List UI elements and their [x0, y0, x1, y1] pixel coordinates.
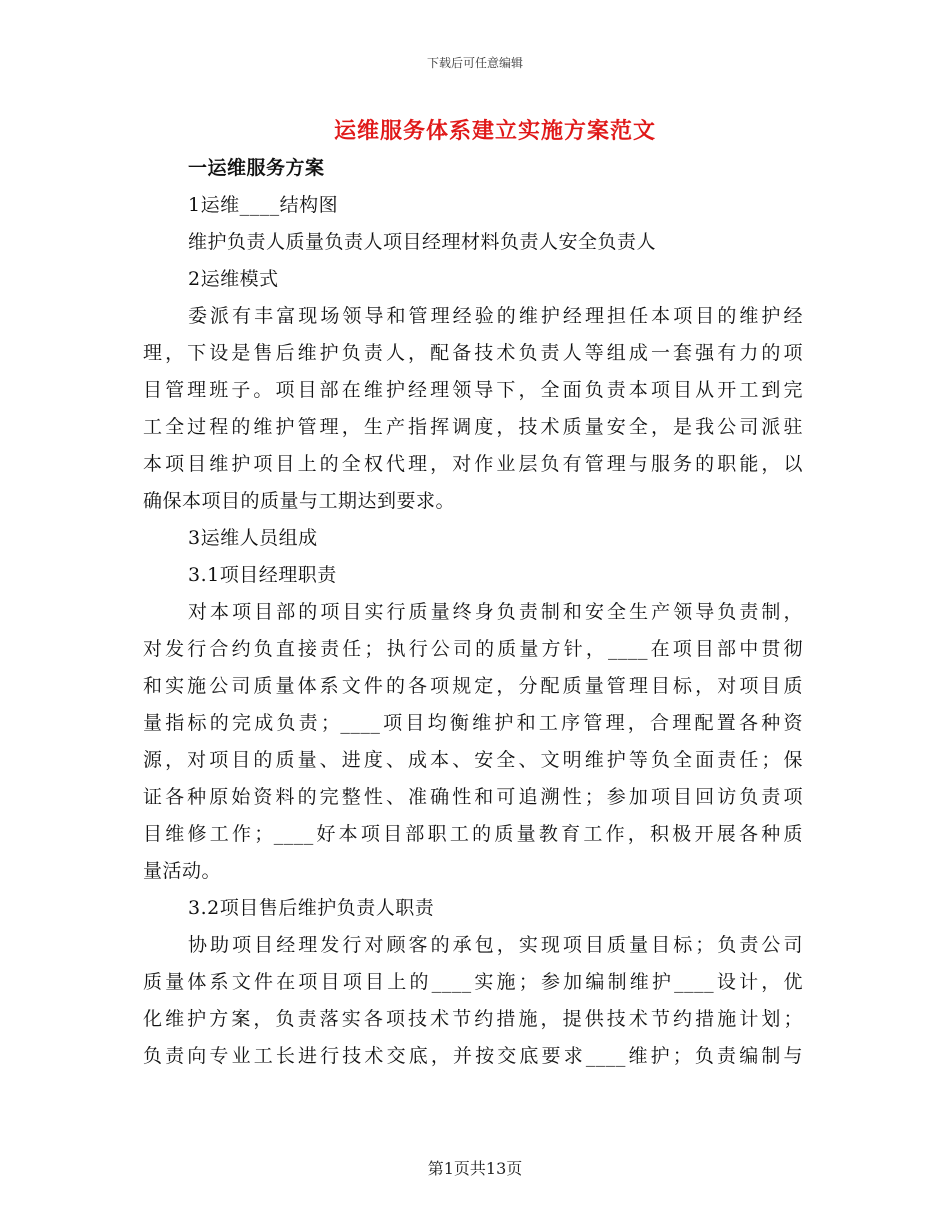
- text-line: 化维护方案，负责落实各项技术节约措施，提供技术节约措施计划；: [143, 1008, 803, 1030]
- text-line: 理，下设是售后维护负责人，配备技术负责人等组成一套强有力的项: [143, 342, 803, 364]
- text-line: 1运维____结构图: [188, 194, 339, 216]
- text-line: 协助项目经理发行对顾客的承包，实现项目质量目标；负责公司: [188, 934, 803, 956]
- text-line: 目管理班子。项目部在维护经理领导下，全面负责本项目从开工到完: [143, 379, 803, 401]
- text-line: 对发行合约负直接责任；执行公司的质量方针，____在项目部中贯彻: [143, 638, 803, 660]
- text-line: 3运维人员组成: [188, 527, 318, 549]
- document-title: 运维服务体系建立实施方案范文: [333, 118, 656, 144]
- page-header: 下载后可任意编辑: [426, 56, 523, 70]
- text-line: 2运维模式: [188, 268, 279, 290]
- text-line: 委派有丰富现场领导和管理经验的维护经理担任本项目的维护经: [188, 305, 803, 327]
- text-line: 目维修工作；____好本项目部职工的质量教育工作，积极开展各种质: [143, 823, 803, 845]
- text-line: 对本项目部的项目实行质量终身负责制和安全生产领导负责制，: [188, 601, 803, 623]
- text-line: 维护负责人质量负责人项目经理材料负责人安全负责人: [188, 231, 657, 253]
- page-footer: 第1页共13页: [427, 1159, 523, 1178]
- text-line: 3.1项目经理职责: [188, 564, 337, 586]
- text-line: 本项目维护项目上的全权代理，对作业层负有管理与服务的职能，以: [143, 453, 803, 475]
- text-line: 3.2项目售后维护负责人职责: [188, 897, 435, 919]
- text-line: 证各种原始资料的完整性、准确性和可追溯性；参加项目回访负责项: [143, 786, 803, 808]
- text-line: 源，对项目的质量、进度、成本、安全、文明维护等负全面责任；保: [143, 749, 803, 771]
- text-line: 负责向专业工长进行技术交底，并按交底要求____维护；负责编制与: [143, 1045, 803, 1067]
- text-line: 质量体系文件在项目项目上的____实施；参加编制维护____设计，优: [143, 971, 803, 993]
- text-line: 工全过程的维护管理，生产指挥调度，技术质量安全，是我公司派驻: [143, 416, 803, 438]
- document-body: [143, 150, 803, 1075]
- text-line: 量指标的完成负责；____项目均衡维护和工序管理，合理配置各种资: [143, 712, 803, 734]
- section-heading: 一运维服务方案: [188, 157, 325, 179]
- text-line: 和实施公司质量体系文件的各项规定，分配质量管理目标，对项目质: [143, 675, 803, 697]
- text-line: 量活动。: [143, 860, 222, 882]
- text-line: 确保本项目的质量与工期达到要求。: [143, 490, 456, 512]
